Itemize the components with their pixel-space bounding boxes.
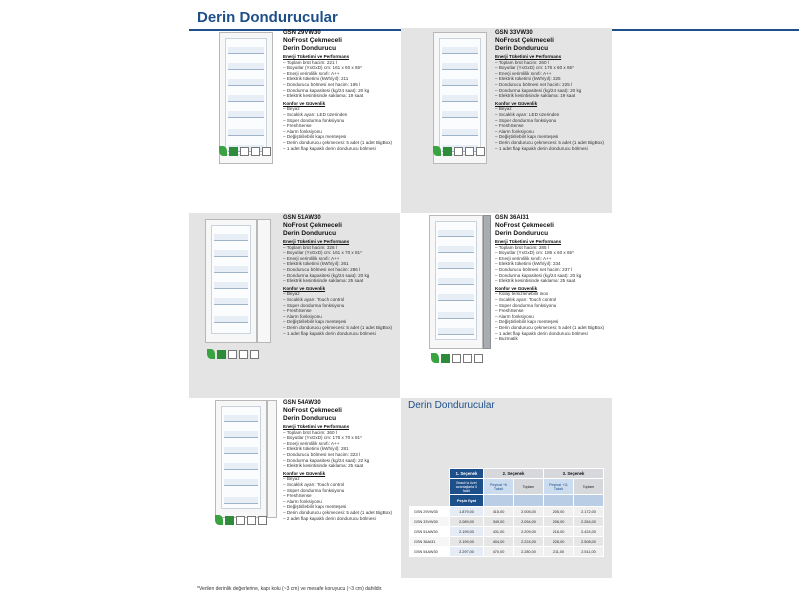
spec-item: – Dondurucu bölmesi net hacim: 237 l [495,267,610,273]
row-total-11: 2.264,00 [574,517,604,527]
comfort-section-title: Konfor ve Güvenlik [283,470,326,476]
nofrost-icon [236,516,245,525]
eco-leaf-icon [219,146,227,156]
spec-item: – Süper dondurma fonksiyonu [283,488,398,494]
spec-item: – Alarm fonksiyonu [283,129,398,135]
spec-item: – Enerji verimlilik sınıfı: A++ [495,256,610,262]
spec-item: – Alarm fonksiyonu [495,314,610,320]
freshsense-icon [463,354,472,363]
table-row [410,517,604,527]
product-model: GSN 36AI31 [495,215,530,221]
spec-item: – Beyaz [283,291,398,297]
option-3-header: 3. Seçenek [544,469,604,479]
spec-item: – Boyutlar (YxGxD) cm: 176 x 70 x 81* [283,435,398,441]
spec-item: – Toplam brüt hacim: 221 l [283,60,398,66]
spec-item: – Dondurma kapasitesi (kg/24 saat): 20 kg [283,88,398,94]
spec-item: – Enerji verimlilik sınıfı: A++ [283,71,398,77]
spec-item: – FreshSense [283,493,398,499]
option-2-total-header: Toplam [514,479,544,495]
spec-item: – Derin dondurucu çekmecesi: 5 adet (1 adet BigBox) [495,325,610,331]
feature-icons [207,349,259,359]
product-name-line1: NoFrost Çekmeceli [283,222,342,229]
energy-section-title: Enerji Tüketimi ve Performans [495,54,562,59]
spec-item: – Sıcaklık ayarı: LED üzerinden [495,112,610,118]
row-total-11: 2.424,00 [574,527,604,537]
product-panel-5 [189,398,400,578]
energy-class-icon [217,350,226,359]
footnote: *Verilen derinlik değerlerine, kapı kolu (~3 cm) ve mesafe koruyucu (~3 cm) dahildir. [197,586,383,592]
spec-item: – Kolay temizlenebilir inox [495,291,610,297]
spec-item: – Dondurucu bölmesi net hacim: 225 l [495,82,610,88]
spec-item: – Toplam brüt hacim: 285 l [495,245,610,251]
row-model: GSN 33VW30 [410,517,450,527]
spec-item: – Enerji verimlilik sınıfı: A++ [495,71,610,77]
product-panel-4 [401,213,612,398]
table-row [410,507,604,517]
product-info [283,400,398,521]
spec-item: – Beyaz [283,106,398,112]
spec-item: – Buzmatik [495,336,610,342]
eco-leaf-icon [207,349,215,359]
energy-spec-list [283,60,398,99]
product-model: GSN 51AW30 [283,215,321,221]
row-total-11: 2.508,00 [574,537,604,547]
spec-item: – Sıcaklık ayarı: LED üzerinden [283,112,398,118]
eco-leaf-icon [433,146,441,156]
price-table [409,468,604,557]
spec-item: – Toplam brüt hacim: 326 l [283,245,398,251]
row-installment-6: 404,00 [484,537,514,547]
row-model: GSN 54AW30 [410,547,450,557]
feature-icons [433,146,485,156]
product-image [215,400,267,518]
row-cash-price: 2.089,00 [450,517,484,527]
spec-item: – Enerji verimlilik sınıfı: A++ [283,256,398,262]
eco-leaf-icon [431,353,439,363]
row-total-11: 2.172,00 [574,507,604,517]
row-installment-11: 216,00 [544,527,574,537]
table-corner [410,469,450,479]
spec-item: – 1 adet flap kapaklı derin dondurucu bölmesi [495,331,610,337]
energy-spec-list [495,245,610,284]
row-total-11: 2.511,00 [574,547,604,557]
row-installment-6: 470,00 [484,547,514,557]
row-cash-price: 2.297,00 [450,547,484,557]
spec-item: – FreshSense [283,123,398,129]
row-installment-6: 415,00 [484,507,514,517]
alarm-icon [476,147,485,156]
product-model: GSN 54AW30 [283,400,321,406]
comfort-spec-list [283,291,398,336]
spec-item: – Dondurucu bölmesi net hacim: 195 l [283,82,398,88]
energy-class-icon [441,354,450,363]
comfort-section-title: Konfor ve Güvenlik [495,285,538,291]
energy-section-title: Enerji Tüketimi ve Performans [495,239,562,244]
nofrost-icon [452,354,461,363]
product-model: GSN 33VW30 [495,30,533,36]
spec-item: – Alarm fonksiyonu [283,314,398,320]
energy-class-icon [443,147,452,156]
spec-item: – Elektrik kesintisinde saklama: 25 saat [495,278,610,284]
freshsense-icon [239,350,248,359]
row-total-6: 2.280,00 [514,547,544,557]
energy-class-icon [225,516,234,525]
row-model: GSN 36AI31 [410,537,450,547]
row-cash-price: 2.199,00 [450,527,484,537]
spec-item: – Derin dondurucu çekmecesi: 5 adet (1 adet BigBox) [283,325,398,331]
energy-spec-list [495,60,610,99]
option-3-installment-header: Peşinat +11 Taksit [544,479,574,495]
spec-item: – Boyutlar (YxGxD) cm: 176 x 60 x 65* [495,65,610,71]
spec-item: – Değiştirilebilir kapı menteşesi [495,319,610,325]
spec-item: – Sıcaklık ayarı: Touch control [283,482,398,488]
spec-item: – 1 adet flap kapaklı derin dondurucu bölmesi [495,146,610,152]
comfort-section-title: Konfor ve Güvenlik [495,100,538,106]
row-total-6: 2.209,00 [514,527,544,537]
eco-leaf-icon [215,515,223,525]
spec-item: – Boyutlar (YxGxD) cm: 186 x 60 x 65* [495,250,610,256]
spec-item: – Dondurma kapasitesi (kg/24 saat): 20 kg [495,88,610,94]
open-door-image [483,215,491,349]
spec-item: – Elektrik tüketimi (kWh/yıl): 225 [495,76,610,82]
row-cash-price: 1.879,00 [450,507,484,517]
freshsense-icon [251,147,260,156]
product-name-line2: Derin Dondurucu [495,229,549,237]
alarm-icon [474,354,483,363]
energy-section-title: Enerji Tüketimi ve Performans [283,424,350,429]
spec-item: – Dondurma kapasitesi (kg/24 saat): 22 kg [283,458,398,464]
spec-item: – Süper dondurma fonksiyonu [283,303,398,309]
energy-spec-list [283,245,398,284]
row-installment-6: 349,00 [484,517,514,527]
spec-item: – Boyutlar (YxGxD) cm: 161 x 70 x 81* [283,250,398,256]
spec-item: – Elektrik tüketimi (kWh/yıl): 261 [283,261,398,267]
row-installment-11: 205,00 [544,507,574,517]
comfort-spec-list [283,106,398,151]
product-name-line1: NoFrost Çekmeceli [283,407,342,414]
comfort-section-title: Konfor ve Güvenlik [283,285,326,291]
row-installment-6: 431,00 [484,527,514,537]
cash-price-header: Peşin fiyat [450,495,484,507]
row-total-6: 2.224,00 [514,537,544,547]
product-name-line2: Derin Dondurucu [283,44,337,52]
spec-item: – Süper dondurma fonksiyonu [283,118,398,124]
alarm-icon [262,147,271,156]
open-door-image [257,219,271,343]
comfort-spec-list [495,291,610,341]
spec-item: – Süper dondurma fonksiyonu [495,303,610,309]
spec-item: – FreshSense [495,123,610,129]
product-info [283,30,398,151]
energy-section-title: Enerji Tüketimi ve Performans [283,239,350,244]
spec-item: – Derin dondurucu çekmecesi: 5 adet (1 adet BigBox) [495,140,610,146]
row-installment-11: 211,00 [544,547,574,557]
product-image [433,32,487,164]
spec-item: – Beyaz [283,476,398,482]
spec-item: – Sıcaklık ayarı: Touch control [495,297,610,303]
option-1-header: 1. Seçenek [450,469,484,479]
product-image [205,219,257,343]
spec-item: – Elektrik kesintisinde saklama: 19 saat [283,93,398,99]
option-2-installment-header: Peşinat +6 Taksit [484,479,514,495]
spec-item: – Değiştirilebilir kapı menteşesi [283,319,398,325]
spec-item: – Derin dondurucu çekmecesi: 5 adet (1 adet BigBox) [283,140,398,146]
spacer-header [514,495,544,507]
spec-item: – Sıcaklık ayarı: Touch control [283,297,398,303]
spec-item: – Enerji verimlilik sınıfı: A++ [283,441,398,447]
price-section-title: Derin Dondurucular [408,400,495,411]
feature-icons [431,353,483,363]
product-name-line2: Derin Dondurucu [495,44,549,52]
spec-item: – Değiştirilebilir kapı menteşesi [283,504,398,510]
product-info [495,215,610,342]
spec-item: – FreshSense [283,308,398,314]
comfort-section-title: Konfor ve Güvenlik [283,100,326,106]
open-door-image [267,400,277,518]
nofrost-icon [228,350,237,359]
option-2-header: 2. Seçenek [484,469,544,479]
energy-class-icon [229,147,238,156]
spec-item: – Elektrik kesintisinde saklama: 19 saat [495,93,610,99]
spec-item: – Elektrik kesintisinde saklama: 25 saat [283,463,398,469]
product-panel-3 [189,213,400,398]
table-corner [410,479,450,495]
spacer-header [544,495,574,507]
feature-icons [219,146,271,156]
row-model: GSN 51AW30 [410,527,450,537]
product-image [429,215,483,349]
option-1-subheader: Bosch'a özel avantajlarla 0 faizli [450,479,484,495]
page-title: Derin Dondurucular [197,9,338,26]
spec-item: – Toplam brüt hacim: 260 l [495,60,610,66]
table-row [410,537,604,547]
spec-item: – Boyutlar (YxGxD) cm: 161 x 60 x 65* [283,65,398,71]
spec-item: – Toplam brüt hacim: 360 l [283,430,398,436]
nofrost-icon [454,147,463,156]
alarm-icon [250,350,259,359]
product-panel-1 [189,28,400,213]
feature-icons [215,515,267,525]
spacer-header [484,495,514,507]
option-3-total-header: Toplam [574,479,604,495]
product-image [219,32,273,164]
spec-item: – Dondurma kapasitesi (kg/24 saat): 20 kg [495,273,610,279]
spec-item: – Elektrik kesintisinde saklama: 25 saat [283,278,398,284]
page-header [189,8,617,28]
energy-spec-list [283,430,398,469]
spec-item: – Elektrik tüketimi (kWh/yıl): 281 [283,446,398,452]
product-model: GSN 29VW30 [283,30,321,36]
row-total-6: 2.094,00 [514,517,544,527]
row-model: GSN 29VW30 [410,507,450,517]
spec-item: – Alarm fonksiyonu [495,129,610,135]
product-name-line1: NoFrost Çekmeceli [283,37,342,44]
row-installment-11: 228,00 [544,537,574,547]
spec-item: – Derin dondurucu çekmecesi: 5 adet (1 adet BigBox) [283,510,398,516]
product-info [495,30,610,151]
table-row [410,527,604,537]
spec-item: – Alarm fonksiyonu [283,499,398,505]
freshsense-icon [465,147,474,156]
row-total-6: 2.005,00 [514,507,544,517]
model-column-header [410,495,450,507]
spec-item: – Süper dondurma fonksiyonu [495,118,610,124]
product-panel-2 [401,28,612,213]
nofrost-icon [240,147,249,156]
spec-item: – Beyaz [495,106,610,112]
alarm-icon [258,516,267,525]
comfort-spec-list [495,106,610,151]
table-row [410,547,604,557]
energy-section-title: Enerji Tüketimi ve Performans [283,54,350,59]
spec-item: – Elektrik tüketimi (kWh/yıl): 211 [283,76,398,82]
spec-item: – Dondurma kapasitesi (kg/24 saat): 20 kg [283,273,398,279]
row-cash-price: 2.199,00 [450,537,484,547]
product-name-line1: NoFrost Çekmeceli [495,222,554,229]
spec-item: – 1 adet flap kapaklı derin dondurucu bölmesi [283,146,398,152]
spec-item: – Elektrik tüketimi (kWh/yıl): 234 [495,261,610,267]
row-installment-11: 206,00 [544,517,574,527]
product-info [283,215,398,336]
spacer-header [574,495,604,507]
spec-item: – Dondurucu bölmesi net hacim: 286 l [283,267,398,273]
spec-item: – 2 adet flap kapaklı derin dondurucu bölmesi [283,516,398,522]
product-name-line1: NoFrost Çekmeceli [495,37,554,44]
spec-item: – 1 adet flap kapaklı derin dondurucu bölmesi [283,331,398,337]
spec-item: – Dondurucu bölmesi net hacim: 323 l [283,452,398,458]
spec-item: – Değiştirilebilir kapı menteşesi [283,134,398,140]
spec-item: – Değiştirilebilir kapı menteşesi [495,134,610,140]
spec-item: – FreshSense [495,308,610,314]
comfort-spec-list [283,476,398,521]
freshsense-icon [247,516,256,525]
product-name-line2: Derin Dondurucu [283,229,337,237]
product-name-line2: Derin Dondurucu [283,414,337,422]
